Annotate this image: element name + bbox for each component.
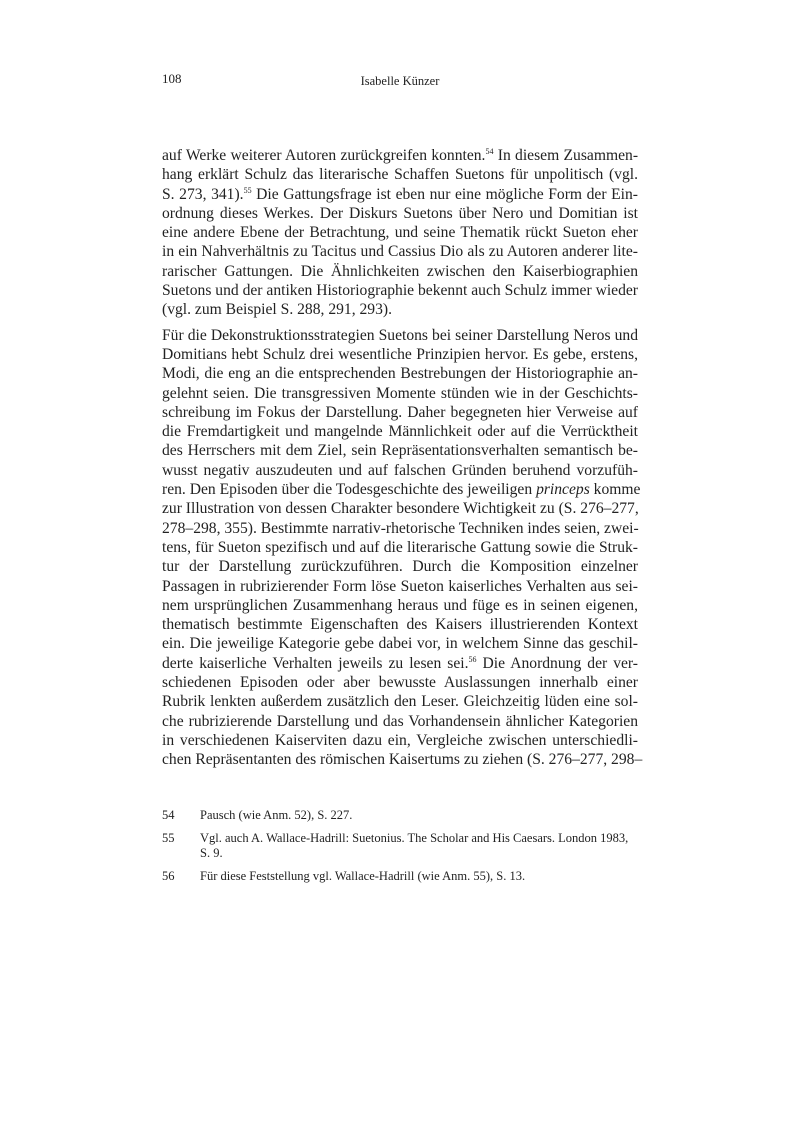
text-line: nem ursprünglichen Zusammenhang heraus und füge es in seinen eigenen, [162,596,638,614]
text-line: tens, für Sueton spezifisch und auf die literarische Gattung sowie die Struk- [162,538,638,556]
footnote-number: 55 [162,830,175,845]
footnote-ref-54[interactable]: 54 [485,147,494,156]
text-line: rarischer Gattungen. Die Ähnlichkeiten zwischen den Kaiserbiographien [162,262,638,280]
text-line: 278–298, 355). Bestimmte narrativ-rhetorische Techniken indes seien, zwei- [162,519,639,537]
text-line: die Fremdartigkeit und mangelnde Männlichkeit oder auf die Verrücktheit [162,423,638,441]
footnotes [162,808,638,891]
text-line [162,185,638,204]
text-segment: ren. Den Episoden über die Todesgeschichte des jeweiligen [162,481,537,499]
footnote-56 [162,869,638,885]
text-line: in verschiedenen Kaiserviten dazu ein, Vergleiche zwischen unterschiedli- [162,731,638,749]
footnote-text: Für diese Feststellung vgl. Wallace-Hadrill (wie Anm. 55), S. 13. [200,868,526,883]
text-line: che rubrizierende Darstellung und das Vorhandensein ähnlicher Kategorien [162,712,638,730]
running-title: Isabelle Künzer [360,74,440,88]
footnote-number: 56 [162,868,175,883]
footnote-text: Vgl. auch A. Wallace-Hadrill: Suetonius. The Scholar and His Caesars. London 1983, S. 9. [200,830,629,860]
text-line: ein. Die jeweilige Kategorie gebe dabei vor, in welchem Sinne das geschil- [162,635,638,653]
text-line: Passagen in rubrizierender Form löse Sueton kaiserliches Verhalten aus sei- [162,577,638,595]
page-number: 108 [162,71,182,86]
text-segment: Die Gattungsfrage ist eben nur eine mögliche Form der Ein- [251,185,638,203]
footnote-ref-55[interactable]: 55 [243,185,252,195]
text-line: Für die Dekonstruktionsstrategien Suetons bei seiner Darstellung Neros und [162,326,638,344]
text-segment: derte kaiserliche Verhalten jeweils zu lesen sei. [162,654,469,672]
text-line [162,480,641,499]
footnote-55 [162,831,638,862]
text-segment: komme [589,481,641,499]
text-line: Domitians hebt Schulz drei wesentliche Prinzipien hervor. Es gebe, erstens, [162,345,638,363]
text-line: des Herrschers mit dem Ziel, sein Repräsentationsverhalten semantisch be- [162,442,638,460]
text-line: schreibung im Fokus der Darstellung. Daher begegneten hier Verweise auf [162,403,638,421]
text-line: ordnung dieses Werkes. Der Diskurs Suetons über Nero und Domitian ist [162,204,638,222]
text-line [162,146,638,165]
paragraph-1 [162,146,638,320]
text-line: Modi, die eng an die entsprechenden Bestrebungen der Historiographie an- [162,365,638,383]
text-line: gelehnt seien. Die transgressiven Momente stünden wie in der Geschichts- [162,384,638,402]
text-segment: Die Anordnung der ver- [476,654,639,672]
italic-term: princeps [536,481,590,499]
body-text [162,146,643,770]
text-line [162,654,638,673]
text-line: chen Repräsentanten des römischen Kaisertums zu ziehen (S. 276–277, 298– [162,751,643,769]
text-line: (vgl. zum Beispiel S. 288, 291, 293). [162,301,392,319]
footnote-number: 54 [162,808,175,822]
footnote-54 [162,808,638,824]
text-segment: In diesem Zusammen- [493,147,639,164]
text-line: schiedenen Episoden oder aber bewusste Auslassungen innerhalb einer [162,674,638,692]
text-line: wusst negativ auszudeuten und auf falschen Gründen beruhend vorzufüh- [162,461,638,479]
text-line: tur der Darstellung zurückzuführen. Durch die Komposition einzelner [162,558,638,576]
footnote-text: Pausch (wie Anm. 52), S. 227. [200,808,353,822]
text-line: hang erklärt Schulz das literarische Schaffen Suetons für unpolitisch (vgl. [162,166,638,184]
text-segment: auf Werke weiterer Autoren zurückgreifen konnten. [162,147,486,164]
footnote-ref-56[interactable]: 56 [468,654,477,664]
text-line: Rubrik lenkten außerdem zusätzlich den Leser. Gleichzeitig lüden eine sol- [162,693,638,711]
text-line: eine andere Ebene der Betrachtung, und seine Thematik rückt Sueton eher [162,224,638,242]
text-line: in ein Nahverhältnis zu Tacitus und Cassius Dio als zu Autoren anderer lite- [162,243,638,261]
text-segment: S. 273, 341). [162,185,244,203]
running-head [162,71,638,91]
text-line: zur Illustration von dessen Charakter besondere Wichtigkeit zu (S. 276–277, [162,500,639,518]
text-line: thematisch bestimmte Eigenschaften des Kaisers illustrierenden Kontext [162,616,638,634]
text-line: Suetons und der antiken Historiographie bekennt auch Schulz immer wieder [162,282,638,300]
paragraph-2 [162,326,643,770]
